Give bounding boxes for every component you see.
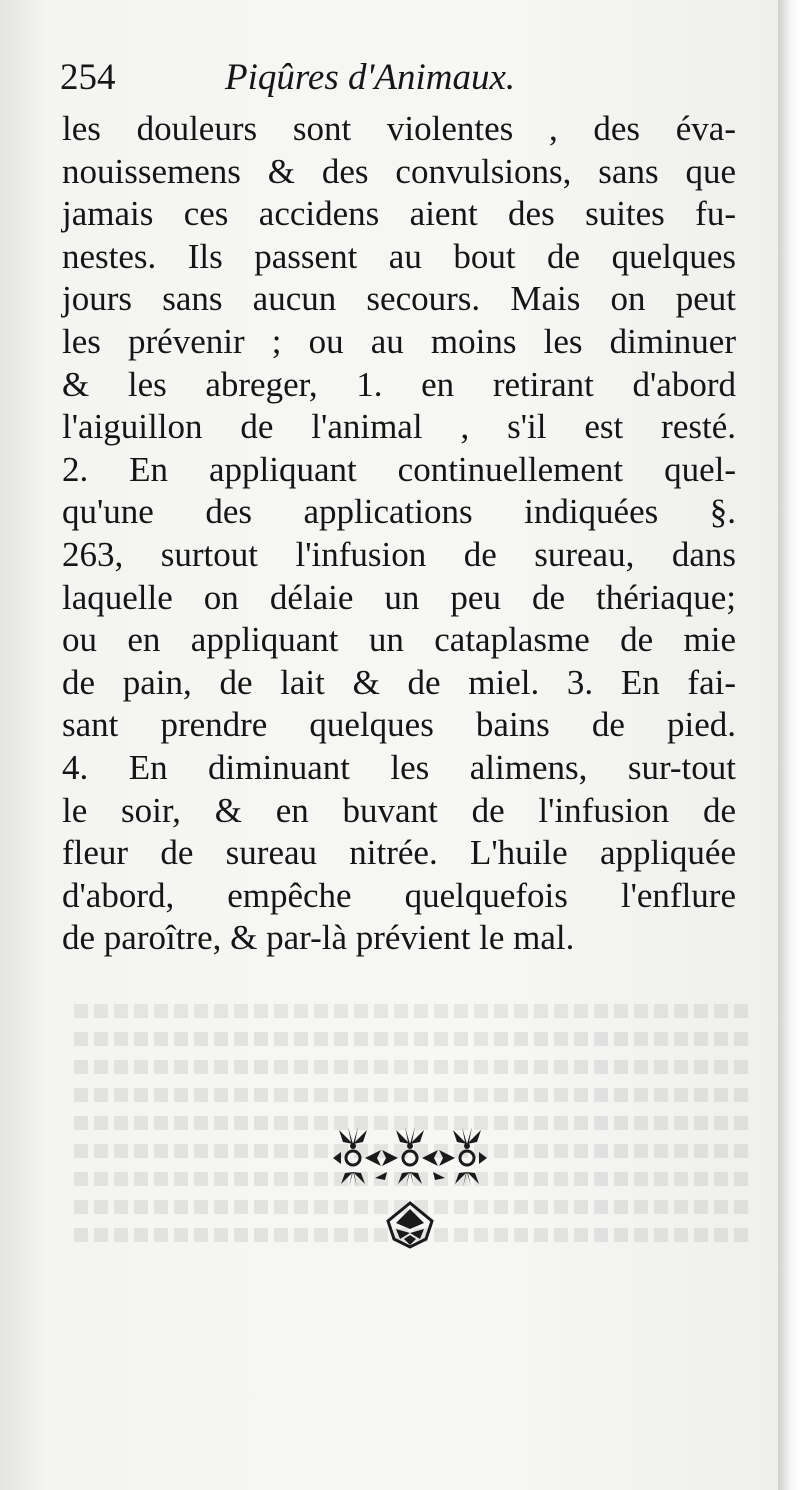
page-number: 254 — [60, 57, 116, 98]
text-line: fleur de sureau nitrée. L'huile appliquée — [62, 833, 736, 873]
text-line: les douleurs sont violentes , des éva- — [62, 109, 736, 148]
text-line: ou en appliquant un cataplasme de mie — [62, 620, 736, 660]
text-line: jamais ces accidens aient des suites fu- — [62, 194, 736, 234]
floral-tailpiece-icon — [325, 1120, 495, 1250]
text-line: 4. En diminuant les alimens, sur-tout — [62, 747, 736, 787]
text-line: l'aiguillon de l'animal , s'il est resté. — [62, 407, 736, 447]
text-line: d'abord, empêche quelquefois l'enflure — [62, 875, 736, 915]
page-header — [60, 48, 760, 108]
text-line: le soir, & en buvant de l'infusion de — [62, 790, 736, 830]
body-text — [62, 108, 736, 960]
text-line: 2. En appliquant continuellement quel- — [62, 449, 736, 489]
text-line: laquelle on délaie un peu de thériaque; — [62, 577, 736, 617]
text-line: & les abreger, 1. en retirant d'abord — [62, 364, 736, 404]
text-line: de paroître, & par-là prévient le mal. — [62, 918, 575, 958]
text-line: de pain, de lait & de miel. 3. En fai- — [62, 662, 736, 702]
text-line: nouissemens & des convulsions, sans que — [62, 151, 736, 191]
text-line: sant prendre quelques bains de pied. — [62, 705, 736, 745]
text-line: qu'une des applications indiquées §. — [62, 492, 736, 532]
text-line: les prévenir ; ou au moins les diminuer — [62, 321, 736, 361]
running-title: Piqûres d'Animaux. — [225, 57, 516, 98]
text-line: jours sans aucun secours. Mais on peut — [62, 279, 736, 319]
text-line: nestes. Ils passent au bout de quelques — [62, 236, 736, 276]
text-line: 263, surtout l'infusion de sureau, dans — [62, 534, 736, 574]
page-edge — [778, 0, 800, 1490]
